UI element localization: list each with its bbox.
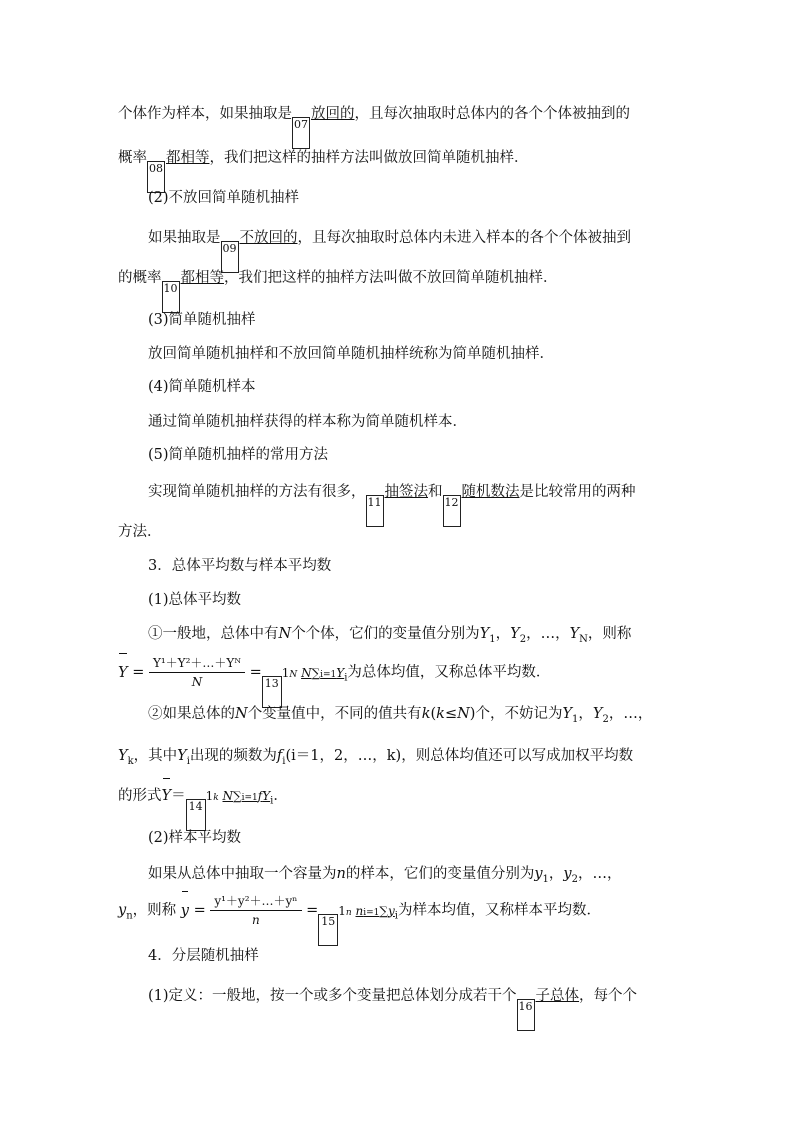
section-heading: (1)总体平均数	[148, 592, 242, 608]
section-heading: (4)简单随机样本	[148, 379, 256, 395]
paragraph-line: (1)定义：一般地，按一个或多个变量把总体划分成若干个16子总体，每个个	[148, 986, 637, 1031]
paragraph-line: 概率08都相等，我们把这样的抽样方法叫做放回简单随机抽样．	[118, 148, 529, 193]
answer-text: 都相等	[166, 150, 210, 166]
answer-text: 随机数法	[461, 484, 520, 500]
paragraph-line: ①一般地，总体中有N个个体，它们的变量值分别为$Y_1$，$Y_2$，…，$Y_N$，则称	[148, 626, 632, 645]
paragraph-line: 通过简单随机抽样获得的样本称为简单随机样本．	[148, 414, 467, 430]
answer-number-box: 09	[221, 241, 239, 273]
section-heading: 3．总体平均数与样本平均数	[148, 558, 332, 574]
section-heading: 4．分层随机抽样	[148, 948, 259, 964]
answer-number-box: 10	[162, 281, 180, 313]
paragraph-line: $Y_k$，其中$Y_i$出现的频数为$f_i(i=1$，2，…，k)，则总体均值还可以写成加权平均数	[118, 748, 634, 767]
section-heading: (2)样本平均数	[148, 830, 242, 846]
answer-text: 放回的	[311, 106, 355, 122]
formula-sample-mean: $y_n$，则称 y = $\frac{\text{y¹＋y²＋…＋yⁿ}}{n}$ =151n $ni=1\sum y_i$为样本均值，又称样本平均数．	[118, 892, 601, 946]
mean-symbol: Y	[162, 780, 172, 812]
sum-expression: 1k $N\sum i=1fY_i$	[205, 789, 274, 807]
answer-text: 不放回的	[239, 230, 298, 246]
paragraph-line: ②如果总体的N个变量值中，不同的值共有k(k≤N)个，不妨记为$Y_1$，$Y_2$，…，	[148, 706, 653, 725]
answer-number-box: 15	[318, 914, 338, 946]
paragraph-line: 的概率10都相等，我们把这样的抽样方法叫做不放回简单随机抽样．	[118, 268, 558, 313]
sum-expression: 1n $ni=1\sum y_i$	[338, 903, 398, 921]
paragraph-line: 方法．	[118, 524, 162, 540]
fraction: $\frac{\text{y¹＋y²＋…＋yⁿ}}{n}$	[210, 892, 301, 929]
formula-population-mean: Y = $\frac{\text{Y¹＋Y²＋…＋Yᴺ}}{N}$ =131N $N\sum i=1Y_i$为总体均值，又称总体平均数．	[118, 654, 550, 708]
paragraph-line: 如果抽取是09不放回的，且每次抽取时总体内未进入样本的各个个体被抽到	[148, 228, 631, 273]
sum-expression: 1N $N\sum i=1Y_i$	[281, 665, 348, 683]
mean-symbol: y	[181, 893, 189, 929]
answer-number-box: 16	[517, 999, 535, 1031]
paragraph-line: 如果从总体中抽取一个容量为n的样本，它们的变量值分别为$y_1$，$y_2$，…，	[148, 866, 622, 885]
section-heading: (5)简单随机抽样的常用方法	[148, 447, 329, 463]
formula-weighted-mean: 的形式Y＝141k $N\sum i=1fY_i$．	[118, 780, 288, 831]
mean-symbol: Y	[118, 655, 128, 691]
paragraph-line: 个体作为样本，如果抽取是07放回的，且每次抽取时总体内的各个个体被抽到的	[118, 104, 630, 149]
answer-number-box: 14	[186, 799, 206, 831]
paragraph-line: 实现简单随机抽样的方法有很多，11抽签法和12随机数法是比较常用的两种	[148, 482, 636, 527]
answer-number-box: 12	[443, 495, 461, 527]
answer-text: 抽签法	[384, 484, 428, 500]
section-heading: (2)不放回简单随机抽样	[148, 190, 300, 206]
section-heading: (3)简单随机抽样	[148, 312, 256, 328]
answer-text: 子总体	[535, 988, 580, 1004]
answer-number-box: 11	[366, 495, 384, 527]
fraction: $\frac{\text{Y¹＋Y²＋…＋Yᴺ}}{N}$	[149, 654, 245, 691]
answer-number-box: 08	[147, 161, 165, 193]
answer-number-box: 07	[292, 117, 310, 149]
paragraph-line: 放回简单随机抽样和不放回简单随机抽样统称为简单随机抽样．	[148, 346, 554, 362]
answer-text: 都相等	[180, 270, 224, 286]
answer-number-box: 13	[262, 676, 282, 708]
